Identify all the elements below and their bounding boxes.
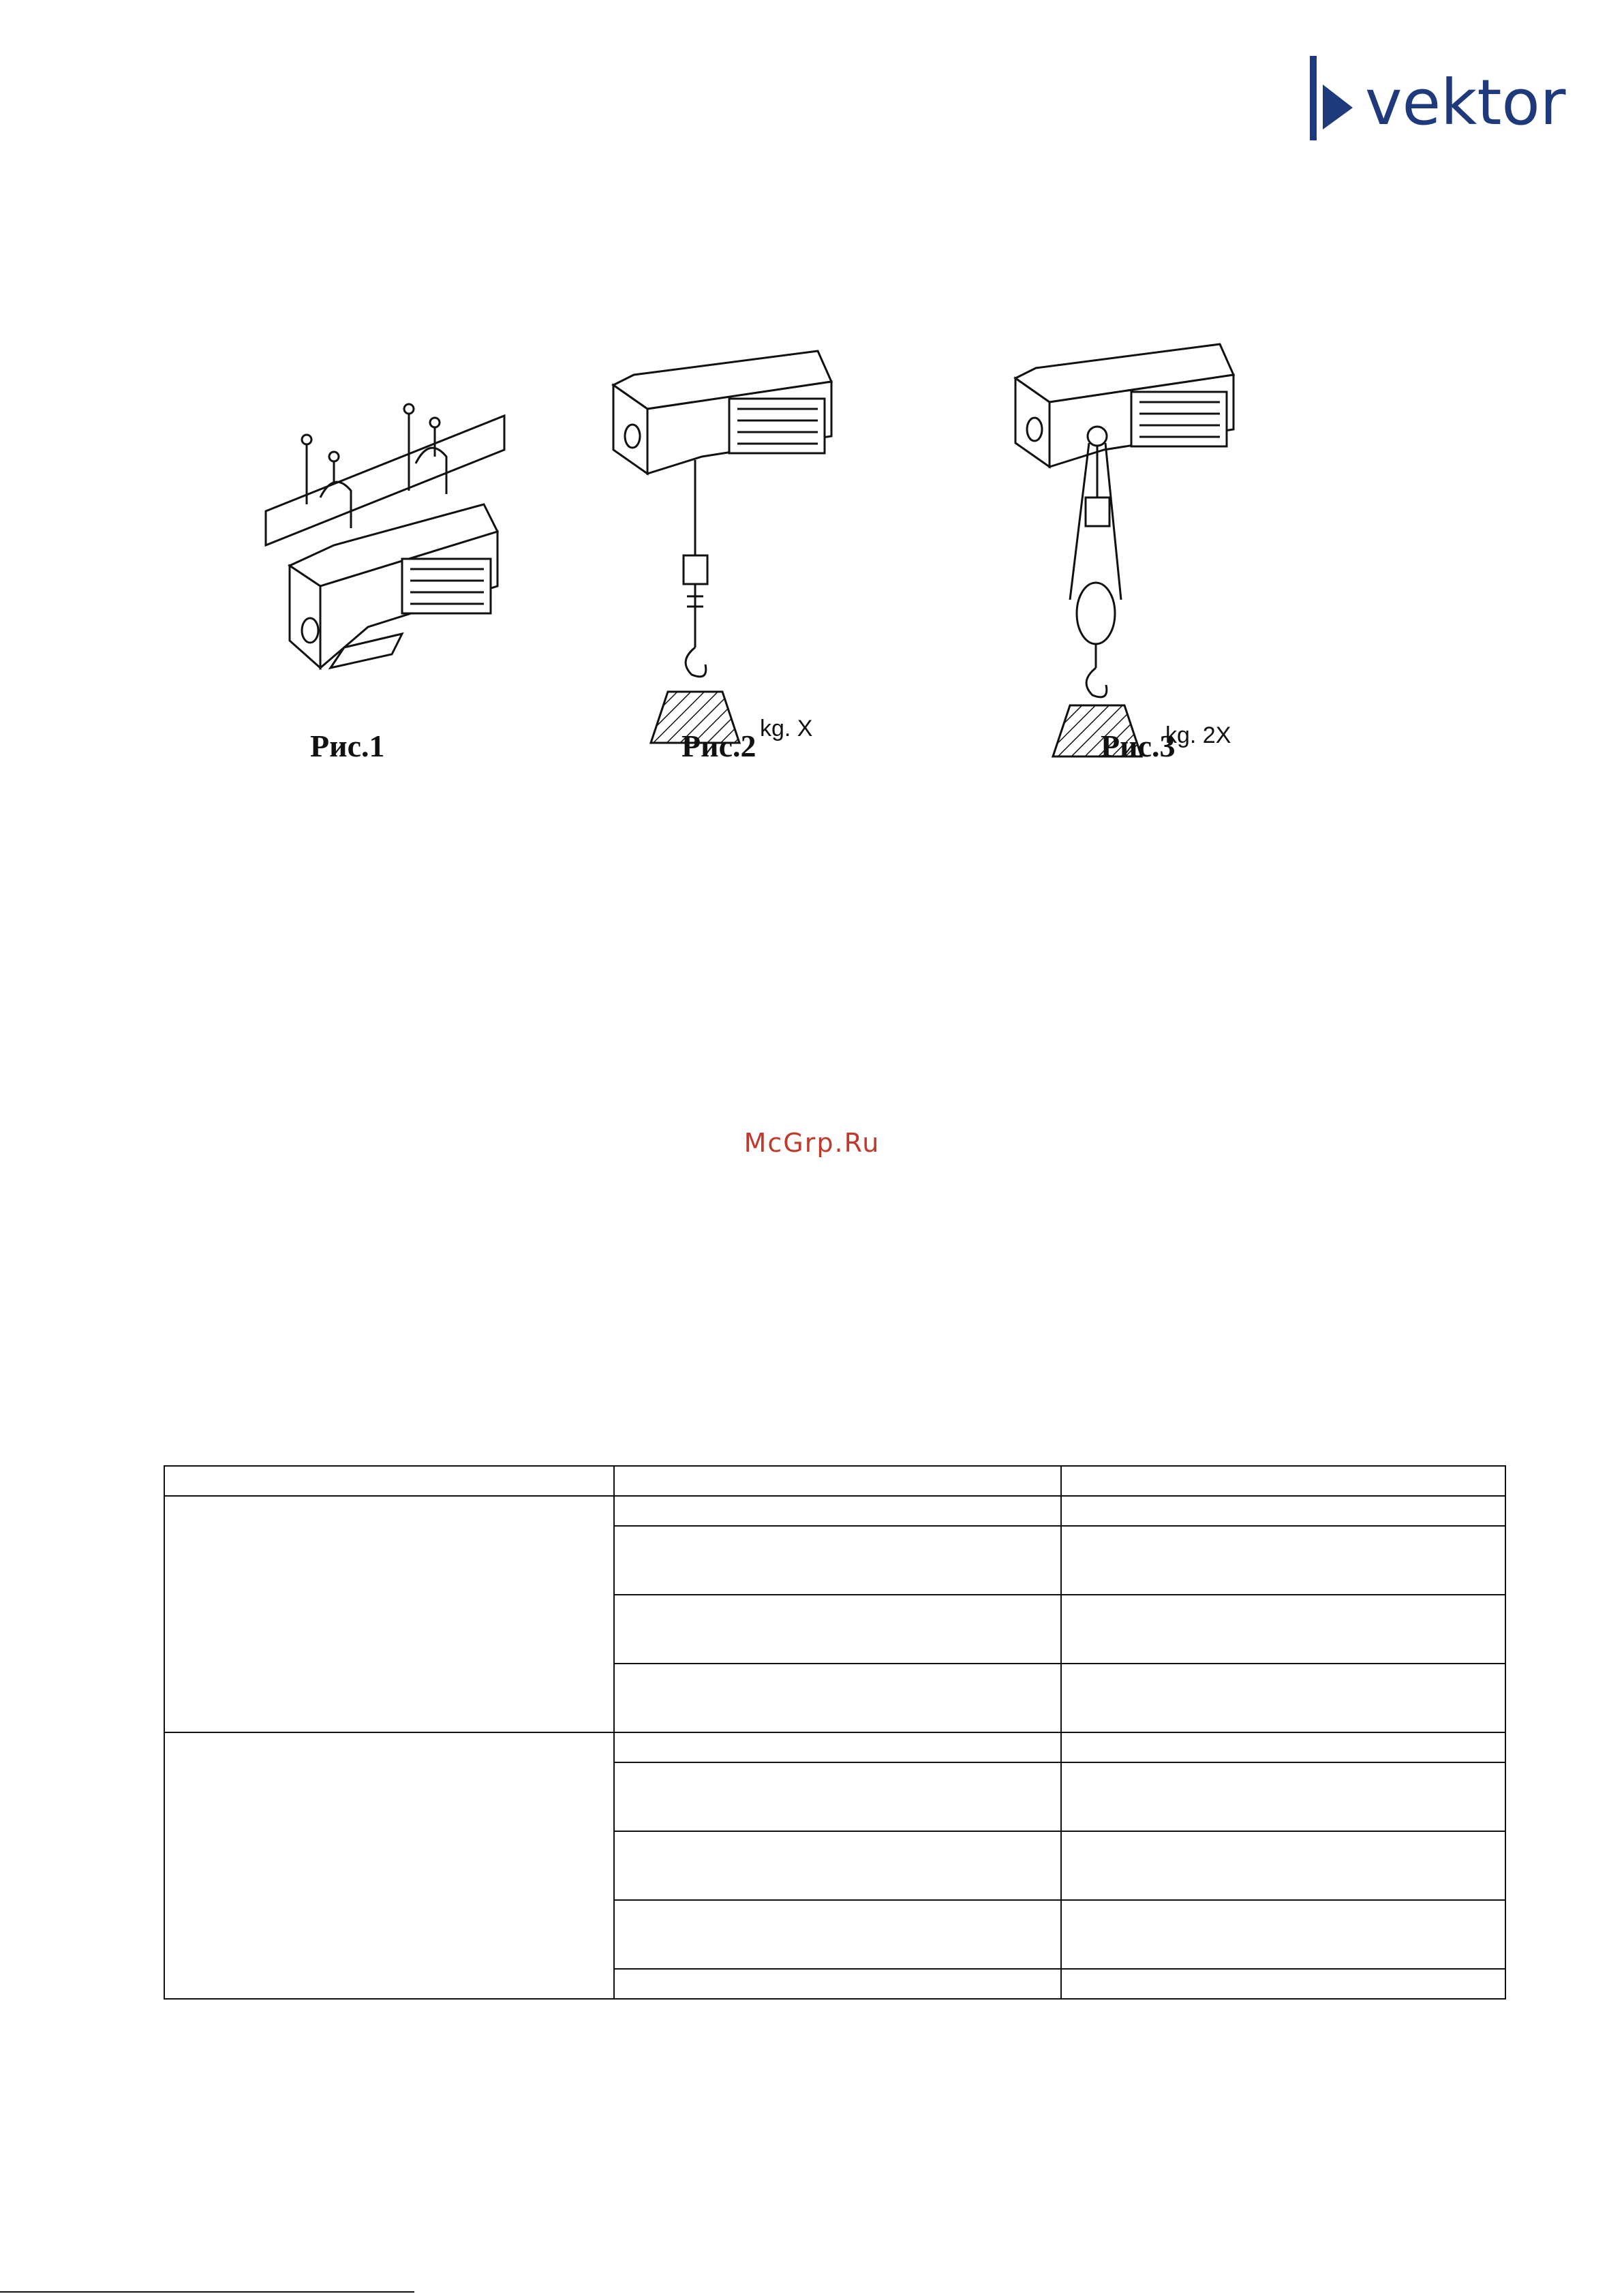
table-cell — [1061, 1969, 1505, 1999]
table-cell — [1061, 1762, 1505, 1831]
logo-mark-icon — [1313, 56, 1353, 140]
figure-1-caption: Рис.1 — [310, 729, 385, 763]
table-cell — [614, 1900, 1061, 1969]
table-row — [164, 1732, 1505, 1762]
figure-3-caption: Рис.3 — [1101, 729, 1176, 763]
table-cell — [614, 1969, 1061, 1999]
table-cell — [614, 1732, 1061, 1762]
figure-2-single-line-drawing — [613, 351, 831, 763]
watermark-text: McGrp.Ru — [744, 1128, 880, 1158]
logo-wordmark: vektor — [1365, 66, 1566, 139]
table-cell — [614, 1762, 1061, 1831]
header-cell-2 — [614, 1466, 1061, 1496]
table-row — [164, 1496, 1505, 1526]
table-header-row — [164, 1466, 1505, 1496]
table-cell — [1061, 1496, 1505, 1526]
table-cell — [1061, 1664, 1505, 1732]
table-cell — [1061, 1900, 1505, 1969]
table-cell — [614, 1526, 1061, 1595]
group-a-label — [164, 1496, 614, 1732]
table-cell — [614, 1664, 1061, 1732]
figure-3-load-label: kg. 2X — [1165, 722, 1231, 748]
figures-strip — [232, 327, 1268, 845]
table-cell — [1061, 1831, 1505, 1900]
table-cell — [1061, 1526, 1505, 1595]
table-cell — [614, 1831, 1061, 1900]
figure-3-double-line-drawing — [1015, 344, 1234, 763]
spec-table — [164, 1465, 1506, 2000]
figure-2-caption: Рис.2 — [681, 729, 756, 763]
brand-logo — [1305, 50, 1591, 146]
table-cell — [1061, 1595, 1505, 1664]
figure-1-hoist-mount-drawing — [266, 404, 504, 763]
table-cell — [1061, 1732, 1505, 1762]
table-cell — [614, 1595, 1061, 1664]
footnote-divider — [0, 2291, 414, 2293]
figure-2-load-label: kg. X — [760, 716, 813, 741]
group-b-label — [164, 1732, 614, 1999]
table-cell — [614, 1496, 1061, 1526]
header-cell-3 — [1061, 1466, 1505, 1496]
header-cell-1 — [164, 1466, 614, 1496]
